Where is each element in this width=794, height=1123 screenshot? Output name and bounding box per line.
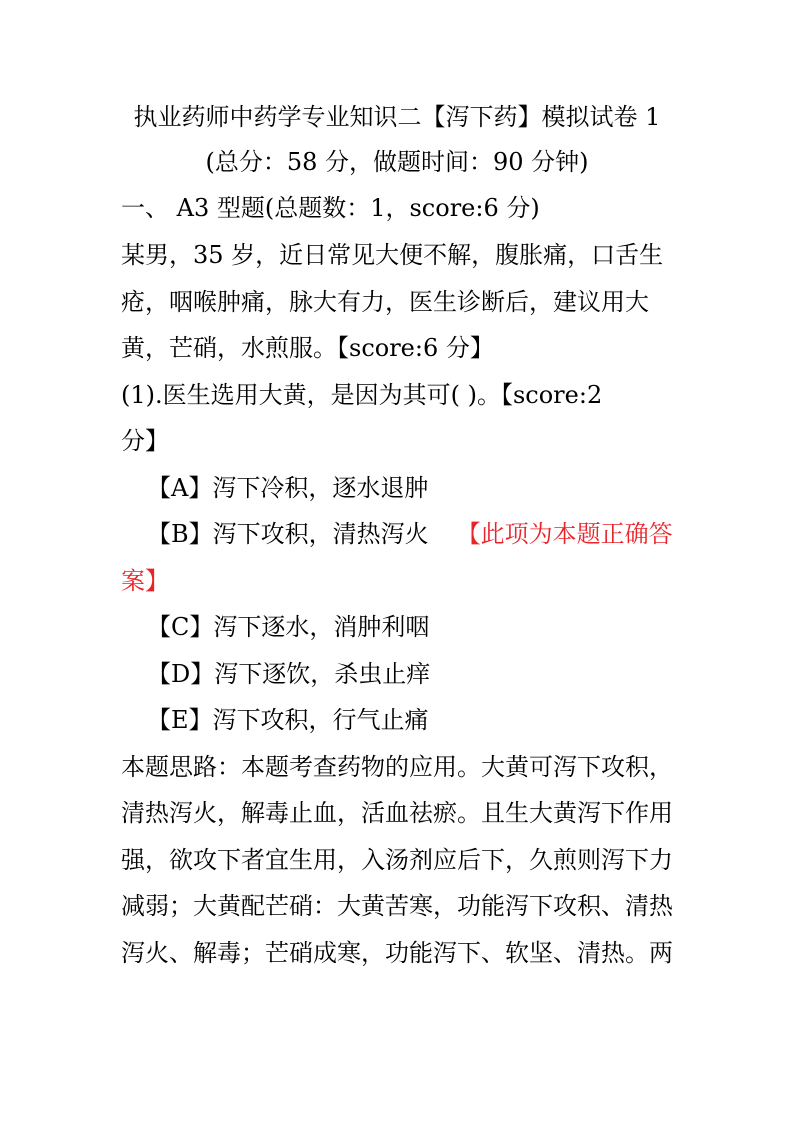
option-e: 【E】泻下攻积，行气止痛 <box>147 706 429 734</box>
explanation-line: 强，欲攻下者宜生用，入汤剂应后下，久煎则泻下力 <box>121 846 673 874</box>
exam-meta: (总分：58 分，做题时间：90 分钟) <box>205 148 589 176</box>
correct-answer-note-cont: 案】 <box>121 567 169 595</box>
option-d: 【D】泻下逐饮，杀虫止痒 <box>147 660 431 688</box>
stem-line: 某男，35 岁，近日常见大便不解，腹胀痛，口舌生 <box>121 241 664 269</box>
option-a: 【A】泻下冷积，逐水退肿 <box>147 474 429 502</box>
explanation-line: 减弱；大黄配芒硝：大黄苦寒，功能泻下攻积、清热 <box>121 892 673 920</box>
section-heading: 一、 A3 型题(总题数：1，score:6 分) <box>121 194 540 222</box>
explanation-line: 泻火、解毒；芒硝成寒，功能泻下、软坚、清热。两 <box>121 939 673 967</box>
stem-line: 黄，芒硝，水煎服。【score:6 分】 <box>121 334 494 362</box>
option-b <box>147 517 673 551</box>
question-text: 分】 <box>121 427 169 455</box>
option-c: 【C】泻下逐水，消肿利咽 <box>147 613 430 641</box>
explanation-line: 本题思路：本题考查药物的应用。大黄可泻下攻积， <box>121 753 673 781</box>
question-text: (1).医生选用大黄，是因为其可( )。【score:2 <box>121 381 603 409</box>
document-title: 执业药师中药学专业知识二【泻下药】模拟试卷 1 <box>133 103 661 131</box>
stem-line: 疮，咽喉肿痛，脉大有力，医生诊断后，建议用大 <box>121 288 649 316</box>
explanation-line: 清热泻火，解毒止血，活血祛瘀。且生大黄泻下作用 <box>121 799 673 827</box>
option-b-text: 【B】泻下攻积，清热泻火 <box>147 520 429 548</box>
correct-answer-note: 【此项为本题正确答 <box>456 520 673 548</box>
